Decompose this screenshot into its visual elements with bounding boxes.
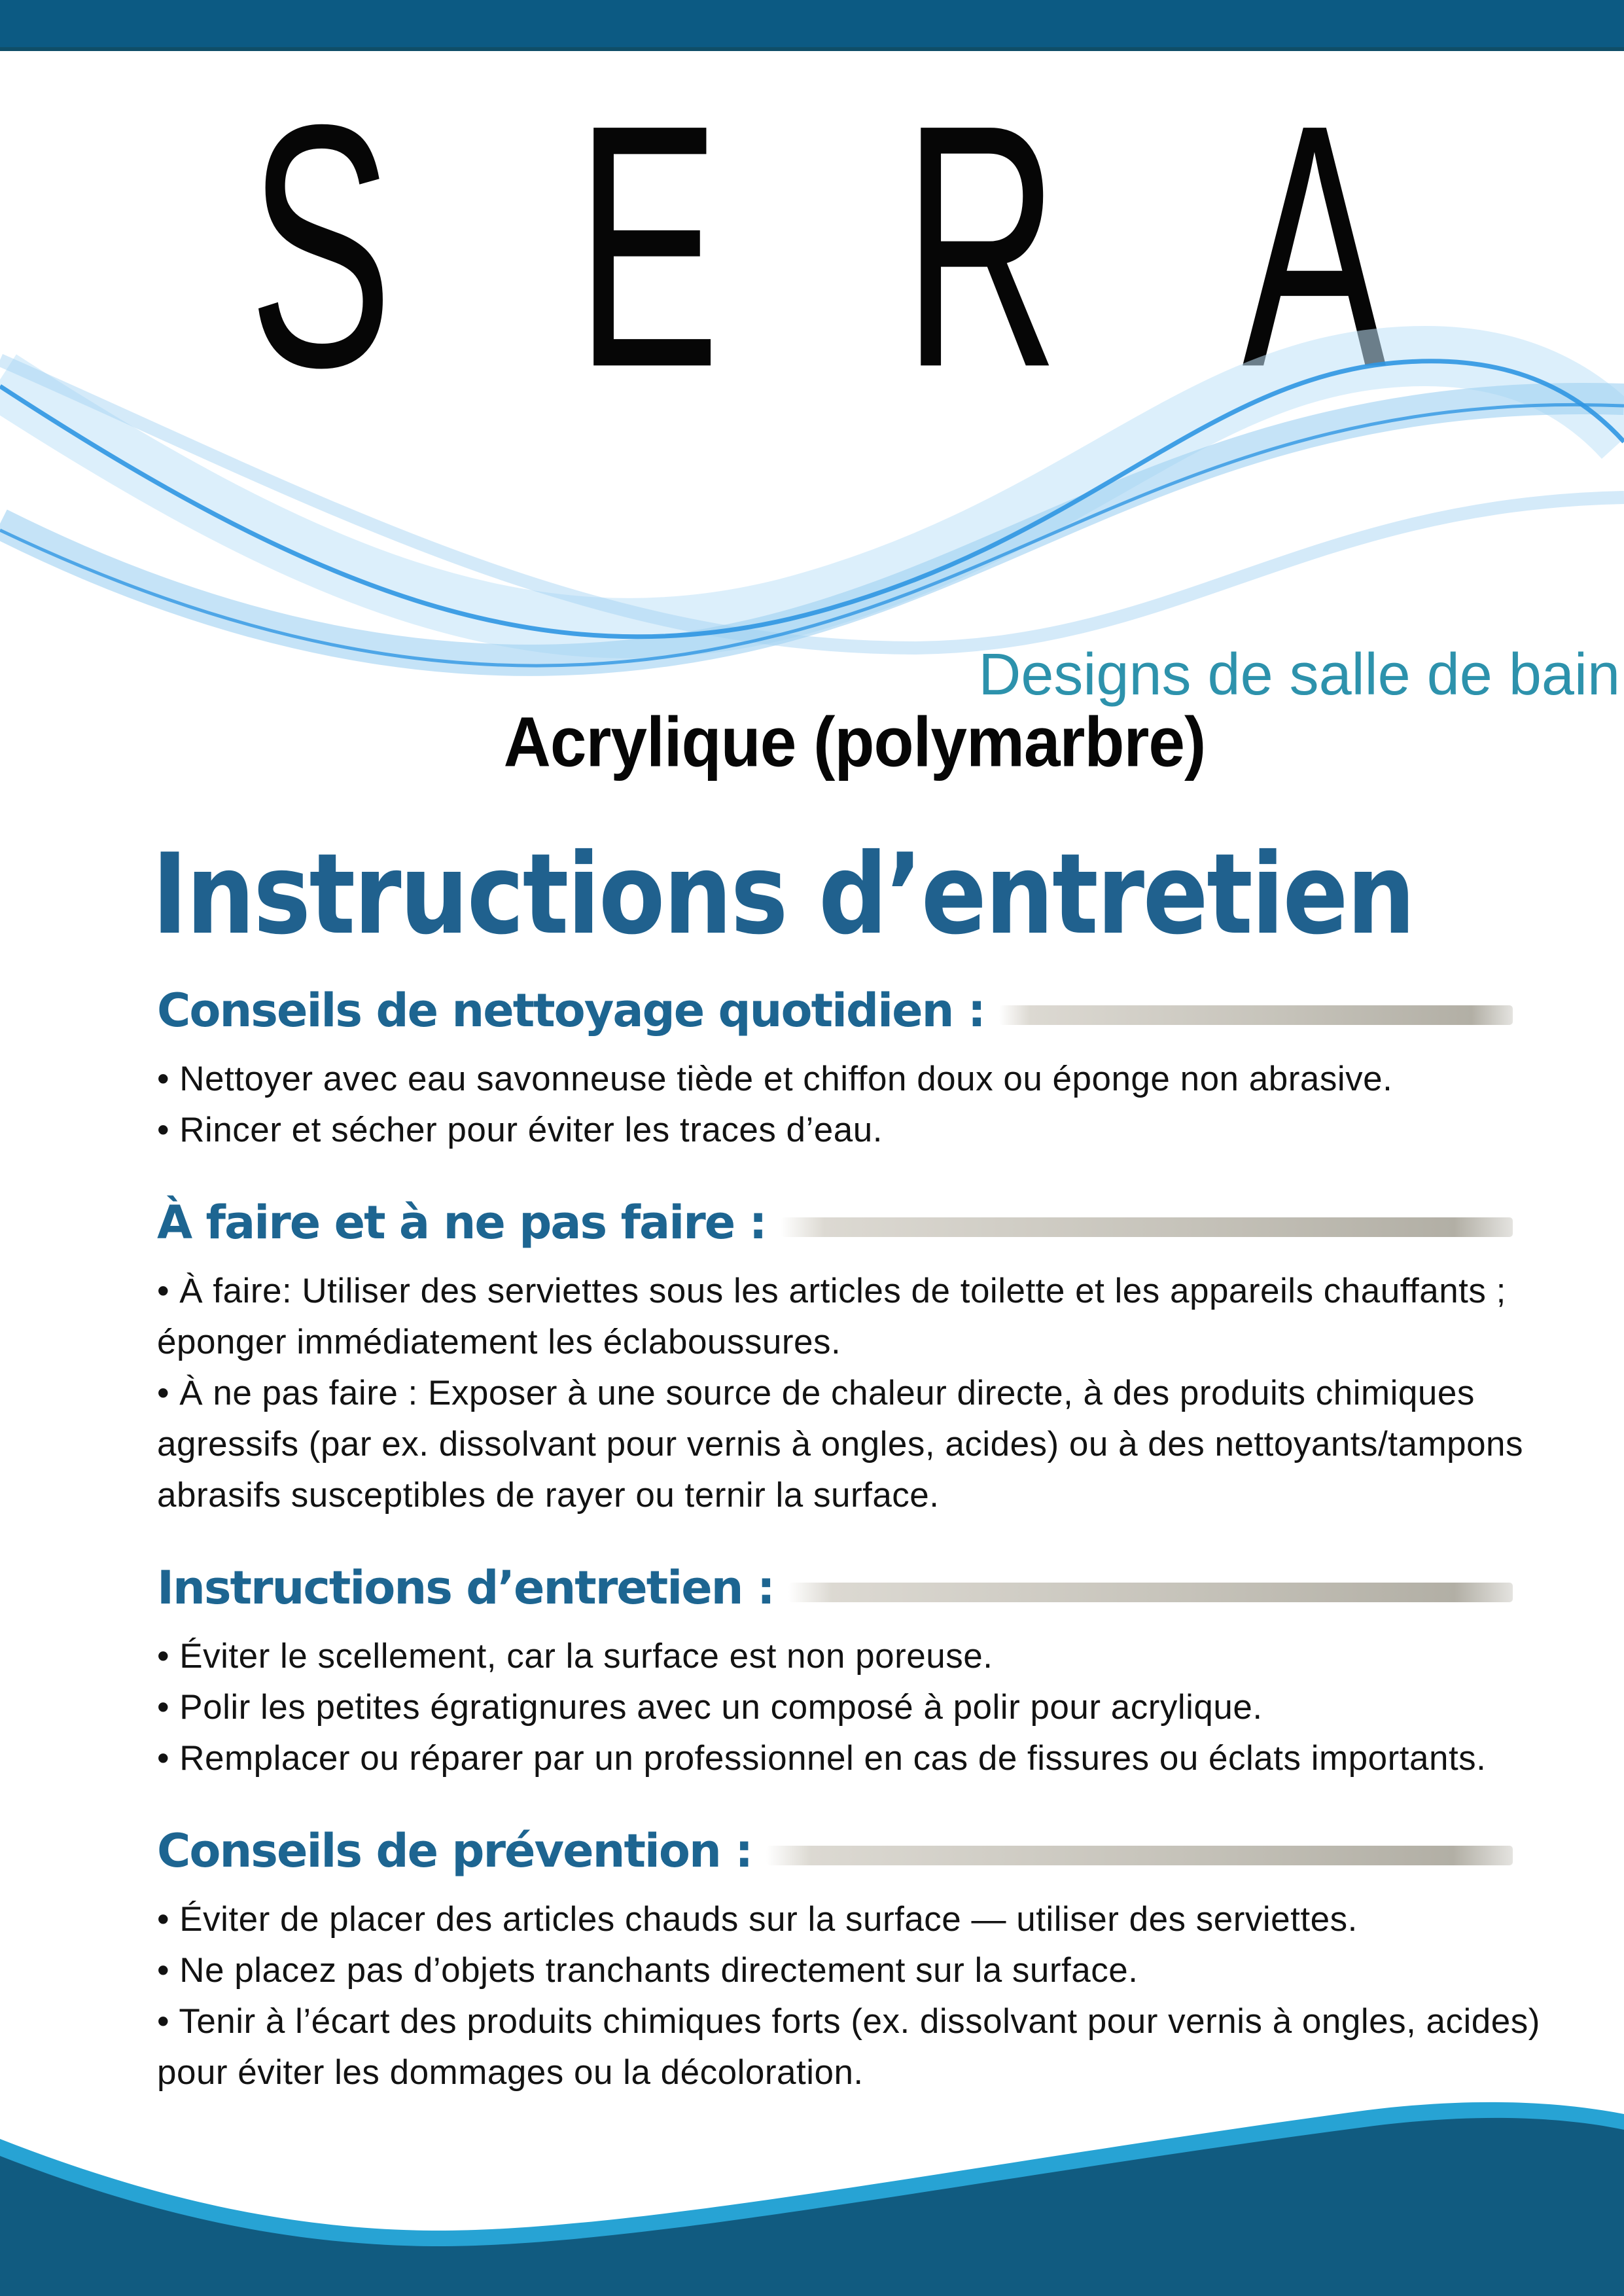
brand-tagline: Designs de salle de bain: [978, 642, 1620, 708]
section-heading-rule: [781, 1217, 1513, 1237]
section-heading-rule: [999, 1005, 1513, 1025]
section-heading-rule: [766, 1846, 1513, 1865]
top-bar: [0, 0, 1624, 51]
section-heading-row: [157, 983, 1565, 1038]
care-section: [157, 1823, 1565, 2098]
care-section: [157, 1560, 1565, 1784]
section-heading: Conseils de prévention :: [157, 1824, 752, 1878]
page-title: Instructions d’entretien: [152, 830, 1414, 960]
section-heading-row: [157, 1823, 1565, 1878]
bullet-item: • Tenir à l’écart des produits chimiques forts (ex. dissolvant pour vernis à ongles, acides) pour éviter les dommages ou la décoloration.: [157, 1996, 1565, 2098]
bullet-item: • À ne pas faire : Exposer à une source de chaleur directe, à des produits chimiques agressifs (par ex. dissolvant pour vernis à ongles, acides) ou à des nettoyants/tampons abrasifs susceptibles de rayer ou ternir la surface.: [157, 1368, 1565, 1521]
brand-logo: SERA: [249, 52, 1570, 439]
bullet-list: [157, 1894, 1565, 2098]
footer-wave-graphic: [0, 2093, 1624, 2296]
care-section: [157, 1195, 1565, 1521]
bullet-item: • Ne placez pas d’objets tranchants directement sur la surface.: [157, 1945, 1565, 1996]
wave-line-thin: [0, 404, 1624, 666]
care-section: [157, 983, 1565, 1156]
section-heading: Conseils de nettoyage quotidien :: [157, 984, 985, 1037]
bullet-item: • À faire: Utiliser des serviettes sous les articles de toilette et les appareils chauffants ; éponger immédiatement les éclaboussures.: [157, 1266, 1565, 1368]
section-heading-rule: [788, 1583, 1513, 1602]
bullet-item: • Nettoyer avec eau savonneuse tiède et chiffon doux ou éponge non abrasive.: [157, 1054, 1565, 1105]
section-heading-row: [157, 1560, 1565, 1615]
section-heading: À faire et à ne pas faire :: [157, 1196, 766, 1249]
bullet-list: [157, 1266, 1565, 1521]
section-heading-row: [157, 1195, 1565, 1250]
bullet-item: • Éviter de placer des articles chauds sur la surface — utiliser des serviettes.: [157, 1894, 1565, 1945]
bullet-item: • Éviter le scellement, car la surface est non poreuse.: [157, 1631, 1565, 1682]
material-subtitle: Acrylique (polymarbre): [503, 702, 1206, 782]
bullet-list: [157, 1054, 1565, 1156]
sections-container: [157, 983, 1565, 2098]
bullet-item: • Rincer et sécher pour éviter les traces d’eau.: [157, 1105, 1565, 1156]
bullet-list: [157, 1631, 1565, 1784]
section-heading: Instructions d’entretien :: [157, 1561, 774, 1615]
bullet-item: • Polir les petites égratignures avec un composé à polir pour acrylique.: [157, 1682, 1565, 1733]
bullet-item: • Remplacer ou réparer par un professionnel en cas de fissures ou éclats importants.: [157, 1733, 1565, 1784]
